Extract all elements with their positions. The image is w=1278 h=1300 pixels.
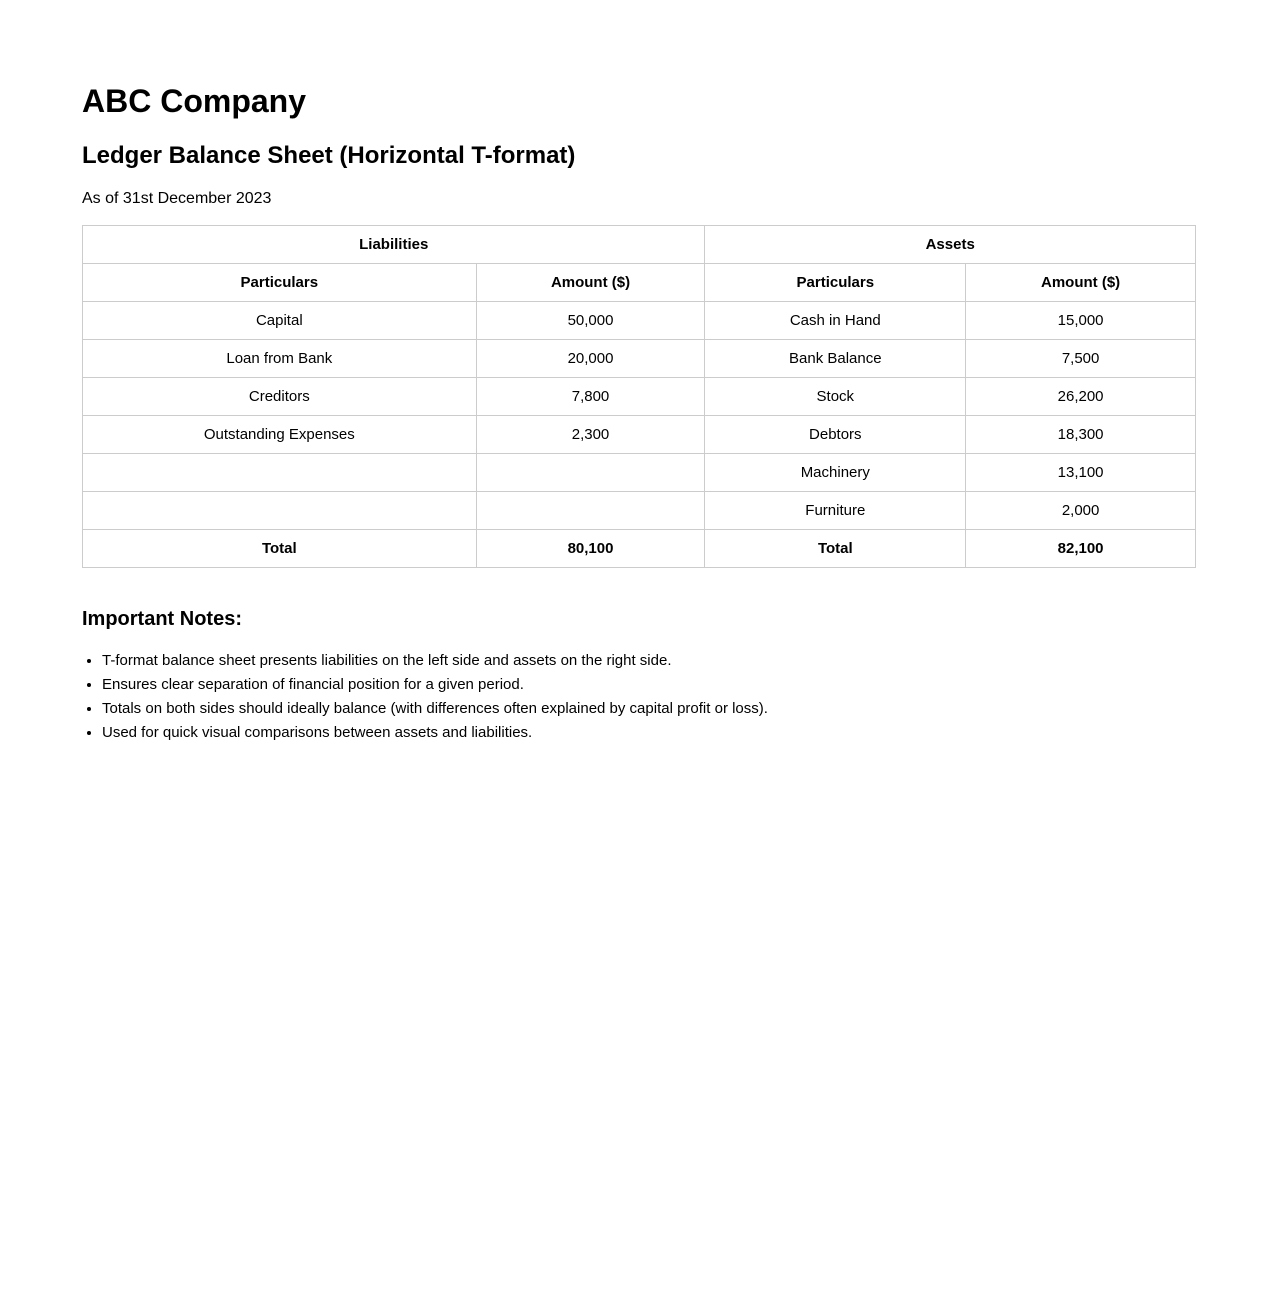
liability-amount: [476, 492, 705, 530]
asset-particular: Machinery: [705, 454, 966, 492]
table-row: [83, 378, 1196, 416]
column-header-row: [83, 264, 1196, 302]
balance-sheet-table: [82, 225, 1196, 568]
liabilities-particulars-header: Particulars: [83, 264, 477, 302]
list-item: • Used for quick visual comparisons between assets and liabilities.: [102, 721, 1196, 745]
list-item: • T-format balance sheet presents liabilities on the left side and assets on the right side.: [102, 649, 1196, 673]
table-row: [83, 302, 1196, 340]
asset-particular: Bank Balance: [705, 340, 966, 378]
asset-particular: Furniture: [705, 492, 966, 530]
asset-amount: 2,000: [966, 492, 1196, 530]
assets-total-label: Total: [705, 530, 966, 568]
liability-amount: 2,300: [476, 416, 705, 454]
liabilities-header: Liabilities: [83, 226, 705, 264]
list-item: • Ensures clear separation of financial position for a given period.: [102, 673, 1196, 697]
assets-particulars-header: Particulars: [705, 264, 966, 302]
table-row: [83, 416, 1196, 454]
asset-particular: Cash in Hand: [705, 302, 966, 340]
assets-amount-header: Amount ($): [966, 264, 1196, 302]
liability-particular: [83, 492, 477, 530]
liability-amount: [476, 454, 705, 492]
list-item: • Totals on both sides should ideally balance (with differences often explained by capital profit or loss).: [102, 697, 1196, 721]
liability-particular: Capital: [83, 302, 477, 340]
company-name: ABC Company: [82, 83, 307, 119]
asset-particular: Debtors: [705, 416, 966, 454]
section-header-row: [83, 226, 1196, 264]
asset-particular: Stock: [705, 378, 966, 416]
total-row: [83, 530, 1196, 568]
asset-amount: 15,000: [966, 302, 1196, 340]
sheet-date: As of 31st December 2023: [82, 190, 272, 207]
table-row: [83, 454, 1196, 492]
asset-amount: 13,100: [966, 454, 1196, 492]
liability-particular: [83, 454, 477, 492]
liability-amount: 7,800: [476, 378, 705, 416]
table-row: [83, 492, 1196, 530]
asset-amount: 7,500: [966, 340, 1196, 378]
sheet-title: Ledger Balance Sheet (Horizontal T-format): [82, 142, 576, 169]
assets-header: Assets: [705, 226, 1196, 264]
liabilities-total-amount: 80,100: [476, 530, 705, 568]
liability-amount: 20,000: [476, 340, 705, 378]
liability-particular: Loan from Bank: [83, 340, 477, 378]
notes-list: [82, 649, 1196, 745]
liabilities-total-label: Total: [83, 530, 477, 568]
liabilities-amount-header: Amount ($): [476, 264, 705, 302]
notes-heading: Important Notes:: [82, 608, 242, 630]
asset-amount: 18,300: [966, 416, 1196, 454]
liability-amount: 50,000: [476, 302, 705, 340]
liability-particular: Creditors: [83, 378, 477, 416]
table-row: [83, 340, 1196, 378]
assets-total-amount: 82,100: [966, 530, 1196, 568]
liability-particular: Outstanding Expenses: [83, 416, 477, 454]
asset-amount: 26,200: [966, 378, 1196, 416]
